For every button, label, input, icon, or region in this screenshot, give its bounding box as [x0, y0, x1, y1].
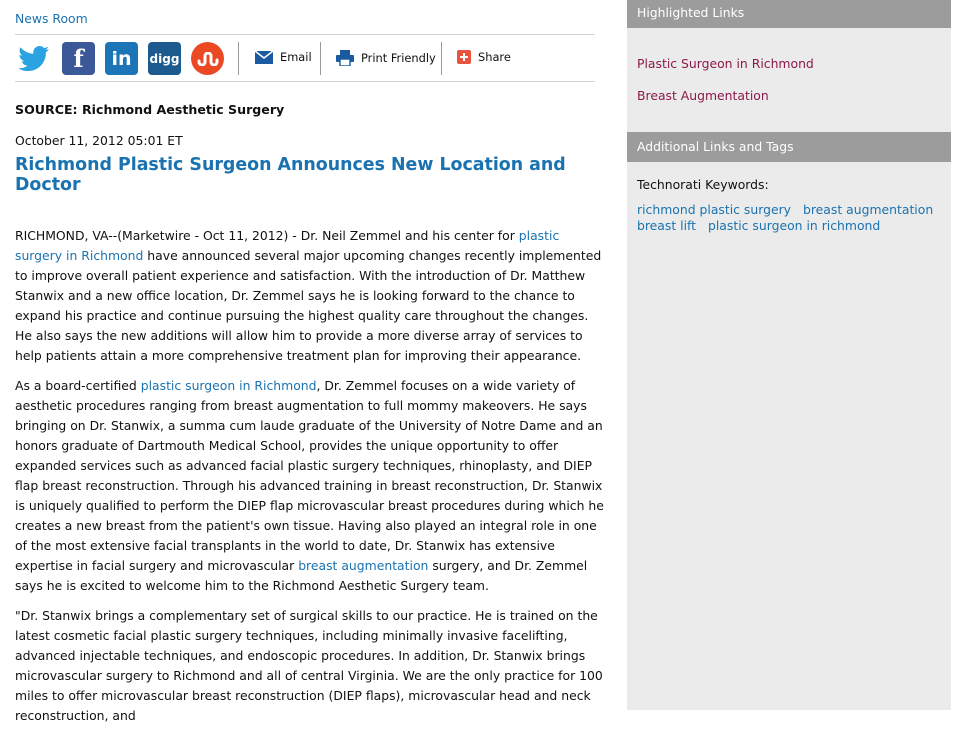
- linkedin-label: in: [111, 47, 132, 70]
- stumbleupon-icon[interactable]: [191, 42, 224, 75]
- technorati-label: Technorati Keywords:: [637, 177, 769, 192]
- paragraph: [15, 376, 605, 596]
- paragraph: [15, 226, 605, 366]
- article-source: SOURCE: Richmond Aesthetic Surgery: [15, 102, 285, 117]
- newsroom-link[interactable]: News Room: [15, 11, 88, 26]
- share-button[interactable]: [457, 50, 511, 64]
- email-label: Email: [280, 50, 312, 64]
- toolbar-divider: [320, 42, 321, 75]
- toolbar-divider: [441, 42, 442, 75]
- print-label: Print Friendly: [361, 51, 436, 65]
- plastic-surgeon-link[interactable]: plastic surgeon in Richmond: [140, 378, 317, 393]
- highlighted-links-header: Highlighted Links: [627, 0, 951, 28]
- article-headline: Richmond Plastic Surgeon Announces New Location and Doctor: [15, 155, 566, 195]
- article-date: October 11, 2012 05:01 ET: [15, 133, 183, 148]
- text: As a board-certified: [15, 378, 141, 393]
- highlighted-link[interactable]: Breast Augmentation: [637, 88, 769, 103]
- toolbar-divider: [238, 42, 239, 75]
- additional-links-header: Additional Links and Tags: [627, 132, 951, 162]
- text: have announced several major upcoming changes recently implemented to improve overall patient experience and satisfaction. With the introduction of Dr. Matthew Stanwix and a new office location, Dr. Zemmel says he is looking forward to the chance to expand his practice and continue pursuing the highest quality care throughout the changes. He also says the new additions will allow him to provide a more diverse array of services to help patients attain a more comprehensive treatment plan for improving their appearance.: [15, 248, 602, 363]
- text: surgery, and Dr. Zemmel says he is excited to welcome him to the Richmond Aesthetic Surgery team.: [15, 558, 588, 593]
- envelope-icon: [255, 51, 273, 64]
- share-label: Share: [478, 50, 511, 64]
- article-body: [15, 226, 605, 736]
- printer-icon: [336, 50, 354, 66]
- share-toolbar: [15, 34, 595, 82]
- keyword-tag[interactable]: plastic surgeon in richmond: [708, 218, 881, 233]
- email-button[interactable]: [255, 50, 312, 64]
- plus-share-icon: [457, 50, 471, 64]
- facebook-label: f: [73, 44, 84, 73]
- digg-label: digg: [149, 51, 180, 66]
- linkedin-icon[interactable]: [105, 42, 138, 75]
- highlighted-link[interactable]: Plastic Surgeon in Richmond: [637, 56, 814, 71]
- text: RICHMOND, VA--(Marketwire - Oct 11, 2012) - Dr. Neil Zemmel and his center for: [15, 228, 519, 243]
- keyword-tag[interactable]: breast lift: [637, 218, 697, 233]
- paragraph: "Dr. Stanwix brings a complementary set of surgical skills to our practice. He is trained on the latest cosmetic facial plastic surgery techniques, including minimally invasive facelifting, advanced injectable techniques, and endoscopic procedures. In addition, Dr. Stanwix brings microvascular surgery to Richmond and all of central Virginia. We are the only practice for 100 miles to offer microvascular breast reconstruction (DIEP flaps), microvascular head and neck reconstruction, and: [15, 608, 603, 723]
- facebook-icon[interactable]: [62, 42, 95, 75]
- keyword-tag[interactable]: richmond plastic surgery: [637, 202, 792, 217]
- text: , Dr. Zemmel focuses on a wide variety of aesthetic procedures ranging from breast augmentation to full mommy makeovers. He says bringing on Dr. Stanwix, a summa cum laude graduate of the University of Notre Dame and an honors graduate of Dartmouth Medical School, provides the unique opportunity to offer expanded services such as advanced facial plastic surgery techniques, rhinoplasty, and DIEP flap breast reconstruction. Through his advanced training in breast reconstruction, Dr. Stanwix is uniquely qualified to perform the DIEP flap microvascular breast procedures during which he creates a new breast from the patient's own tissue. Having also played an integral role in one of the most extensive facial transplants in the world to date, Dr. Stanwix has extensive expertise in facial surgery and microvascular: [15, 378, 604, 573]
- sidebar: [627, 0, 951, 710]
- digg-icon[interactable]: [148, 42, 181, 75]
- plastic-surgery-link[interactable]: plastic surgery in Richmond: [15, 228, 560, 263]
- keyword-list: [637, 202, 942, 234]
- keyword-tag[interactable]: breast augmentation: [802, 202, 934, 217]
- print-friendly-button[interactable]: [336, 50, 436, 66]
- twitter-icon[interactable]: [17, 42, 50, 75]
- breast-augmentation-link[interactable]: breast augmentation: [298, 558, 429, 573]
